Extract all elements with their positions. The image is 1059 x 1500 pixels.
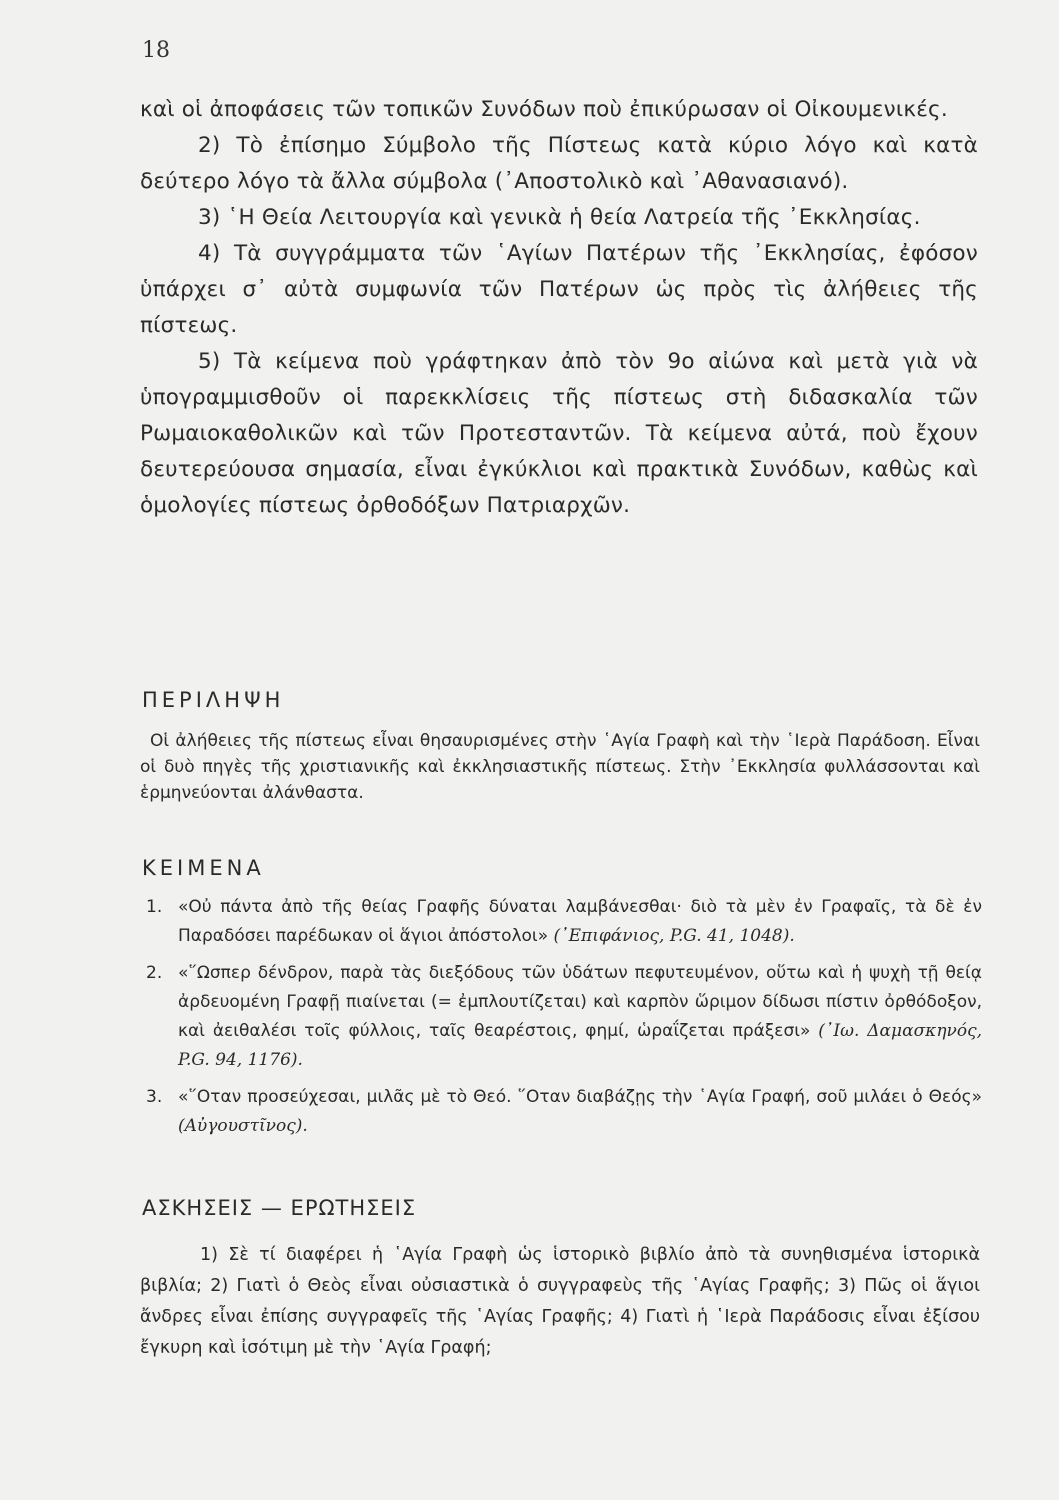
list-item-number: 2. [146,963,163,983]
quote-source: (᾿Επιφάνιος, P.G. 41, 1048). [553,926,795,946]
exercises-heading: ΑΣΚΗΣΕΙΣ — ΕΡΩΤΗΣΕΙΣ [142,1196,417,1220]
paragraph-item-5: 5) Τὰ κείμενα ποὺ γράφτηκαν ἀπὸ τὸν 9ο αἰώνα καὶ μετὰ γιὰ νὰ ὑπογραμμισθοῦν οἱ παρεκκλίσεις τῆς πίστεως στὴ διδασκαλία τῶν Ρωμαιοκαθολικῶν καὶ τῶν Προτεσταντῶν. Τὰ κείμενα αὐτά, ποὺ ἔχουν δευτερεύουσα σημασία, εἶναι ἐγκύκλιοι καὶ πρακτικὰ Συνόδων, καθὼς καὶ ὁμολογίες πίστεως ὀρθοδόξων Πατριαρχῶν. [140,349,978,518]
summary-heading: ΠΕΡΙΛΗΨΗ [142,688,285,712]
list-item-number: 1. [146,897,163,917]
quote-content [178,959,982,1075]
quote-text: «Οὐ πάντα ἀπὸ τῆς θείας Γραφῆς δύναται λαμβάνεσθαι· διὸ τὰ μὲν ἐν Γραφαῖς, τὰ δὲ ἐν Παραδόσει παρέδωκαν οἱ ἅγιοι ἀπόστολοι» [178,897,982,946]
paragraph-continuation: καὶ οἱ ἀποφάσεις τῶν τοπικῶν Συνόδων ποὺ ἐπικύρωσαν οἱ Οἰκουμενικές. [140,97,948,122]
quote-content [178,1083,982,1141]
list-item-number: 3. [146,1087,163,1107]
quote-content [178,893,982,951]
list-item [146,959,982,1075]
page-number: 18 [142,38,170,63]
list-item [146,1083,982,1141]
quote-text: «῞Ωσπερ δένδρον, παρὰ τὰς διεξόδους τῶν ὑδάτων πεφυτευμένον, οὕτω καὶ ἡ ψυχὴ τῇ θείᾳ ἀρδευομένη Γραφῇ πιαίνεται (= ἐμπλουτίζεται) καὶ καρπὸν ὥριμον δίδωσι πίστιν ὀρθόδοξον, καὶ ἀειθαλέσι τοῖς φύλλοις, ταῖς θεαρέστοις, φημί, ὡραΐζεται πράξεσι» [178,963,982,1041]
texts-heading: ΚΕΙΜΕΝΑ [142,856,265,880]
texts-list [146,893,982,1149]
summary-text: Οἱ ἀλήθειες τῆς πίστεως εἶναι θησαυρισμένες στὴν ῾Αγία Γραφὴ καὶ τὴν ῾Ιερὰ Παράδοση. Εἶναι οἱ δυὸ πηγὲς τῆς χριστιανικῆς καὶ ἐκκλησιαστικῆς πίστεως. Στὴν ᾿Εκκλησία φυλλάσσονται καὶ ἑρμηνεύονται ἀλάνθαστα. [140,731,980,803]
paragraph-item-4: 4) Τὰ συγγράμματα τῶν ῾Αγίων Πατέρων τῆς ᾿Εκκλησίας, ἐφόσον ὑπάρχει σ᾿ αὐτὰ συμφωνία τῶν Πατέρων ὡς πρὸς τὶς ἀλήθειες τῆς πίστεως. [140,241,978,338]
quote-source: (Αὐγουστῖνος). [178,1116,308,1136]
summary-section [140,728,980,806]
exercises-text: 1) Σὲ τί διαφέρει ἡ ῾Αγία Γραφὴ ὡς ἱστορικὸ βιβλίο ἀπὸ τὰ συνηθισμένα ἱστορικὰ βιβλία; 2) Γιατὶ ὁ Θεὸς εἶναι οὐσιαστικὰ ὁ συγγραφεὺς τῆς ῾Αγίας Γραφῆς; 3) Πῶς οἱ ἅγιοι ἄνδρες εἶναι ἐπίσης συγγραφεῖς τῆς ῾Αγίας Γραφῆς; 4) Γιατὶ ἡ ῾Ιερὰ Παράδοσις εἶναι ἐξίσου ἔγκυρη καὶ ἰσότιμη μὲ τὴν ῾Αγία Γραφή; [140,1245,980,1358]
quote-text: «῞Οταν προσεύχεσαι, μιλᾶς μὲ τὸ Θεό. ῞Οταν διαβάζῃς τὴν ῾Αγία Γραφή, σοῦ μιλάει ὁ Θεός» [178,1087,982,1107]
list-item [146,893,982,951]
body-text [140,92,978,524]
exercises-section [140,1240,980,1364]
paragraph-item-3: 3) ῾Η Θεία Λειτουργία καὶ γενικὰ ἡ θεία Λατρεία τῆς ᾿Εκκλησίας. [198,205,921,230]
paragraph-item-2: 2) Τὸ ἐπίσημο Σύμβολο τῆς Πίστεως κατὰ κύριο λόγο καὶ κατὰ δεύτερο λόγο τὰ ἄλλα σύμβολα (᾿Αποστολικὸ καὶ ᾿Αθανασιανό). [140,133,978,194]
quote-source: (᾿Ιω. Δαμασκηνός, P.G. 94, 1176). [178,1021,982,1070]
